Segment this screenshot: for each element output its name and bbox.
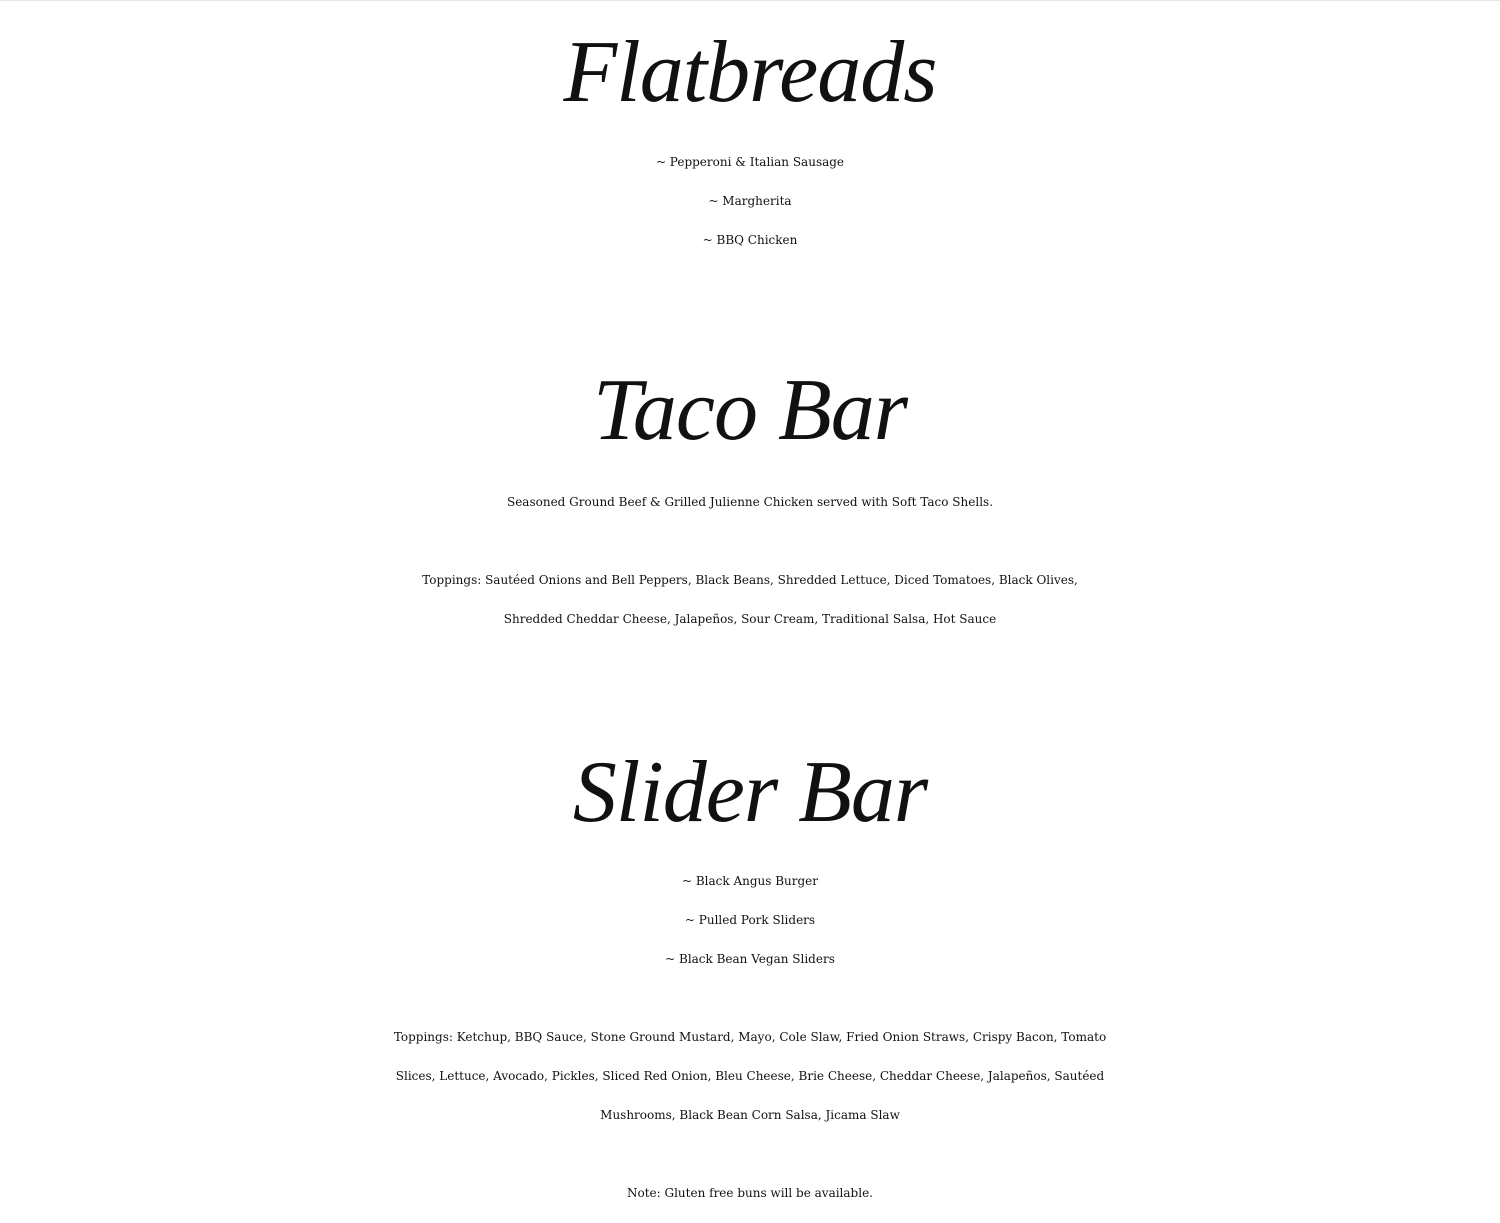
taco-bar-toppings <box>0 561 1500 639</box>
slider-bar-list <box>0 862 1500 979</box>
list-item: ~ Black Bean Vegan Sliders <box>665 952 835 966</box>
list-item: ~ Pepperoni & Italian Sausage <box>655 155 845 169</box>
toppings-line: Slices, Lettuce, Avocado, Pickles, Sliced Red Onion, Bleu Cheese, Brie Cheese, Cheddar Cheese, Jalapeños, Sautéed <box>395 1069 1105 1083</box>
slider-bar-toppings <box>0 1018 1500 1135</box>
taco-bar-description: Seasoned Ground Beef & Grilled Julienne Chicken served with Soft Taco Shells. <box>506 495 994 509</box>
taco-bar-heading: Taco Bar <box>593 362 907 459</box>
list-item: ~ BBQ Chicken <box>702 233 798 247</box>
flatbreads-list <box>0 143 1500 260</box>
slider-bar-note: Note: Gluten free buns will be available. <box>627 1186 873 1200</box>
toppings-line: Toppings: Ketchup, BBQ Sauce, Stone Ground Mustard, Mayo, Cole Slaw, Fried Onion Straws, Crispy Bacon, Tomato <box>393 1030 1107 1044</box>
list-item: ~ Black Angus Burger <box>681 874 819 888</box>
list-item: ~ Margherita <box>708 194 792 208</box>
toppings-line: Mushrooms, Black Bean Corn Salsa, Jicama Slaw <box>600 1108 900 1122</box>
list-item: ~ Pulled Pork Sliders <box>684 913 816 927</box>
toppings-line: Toppings: Sautéed Onions and Bell Peppers, Black Beans, Shredded Lettuce, Diced Tomatoes, Black Olives, <box>422 573 1078 587</box>
toppings-line: Shredded Cheddar Cheese, Jalapeños, Sour Cream, Traditional Salsa, Hot Sauce <box>503 612 997 626</box>
flatbreads-heading: Flatbreads <box>563 24 937 121</box>
slider-bar-heading: Slider Bar <box>572 744 928 841</box>
